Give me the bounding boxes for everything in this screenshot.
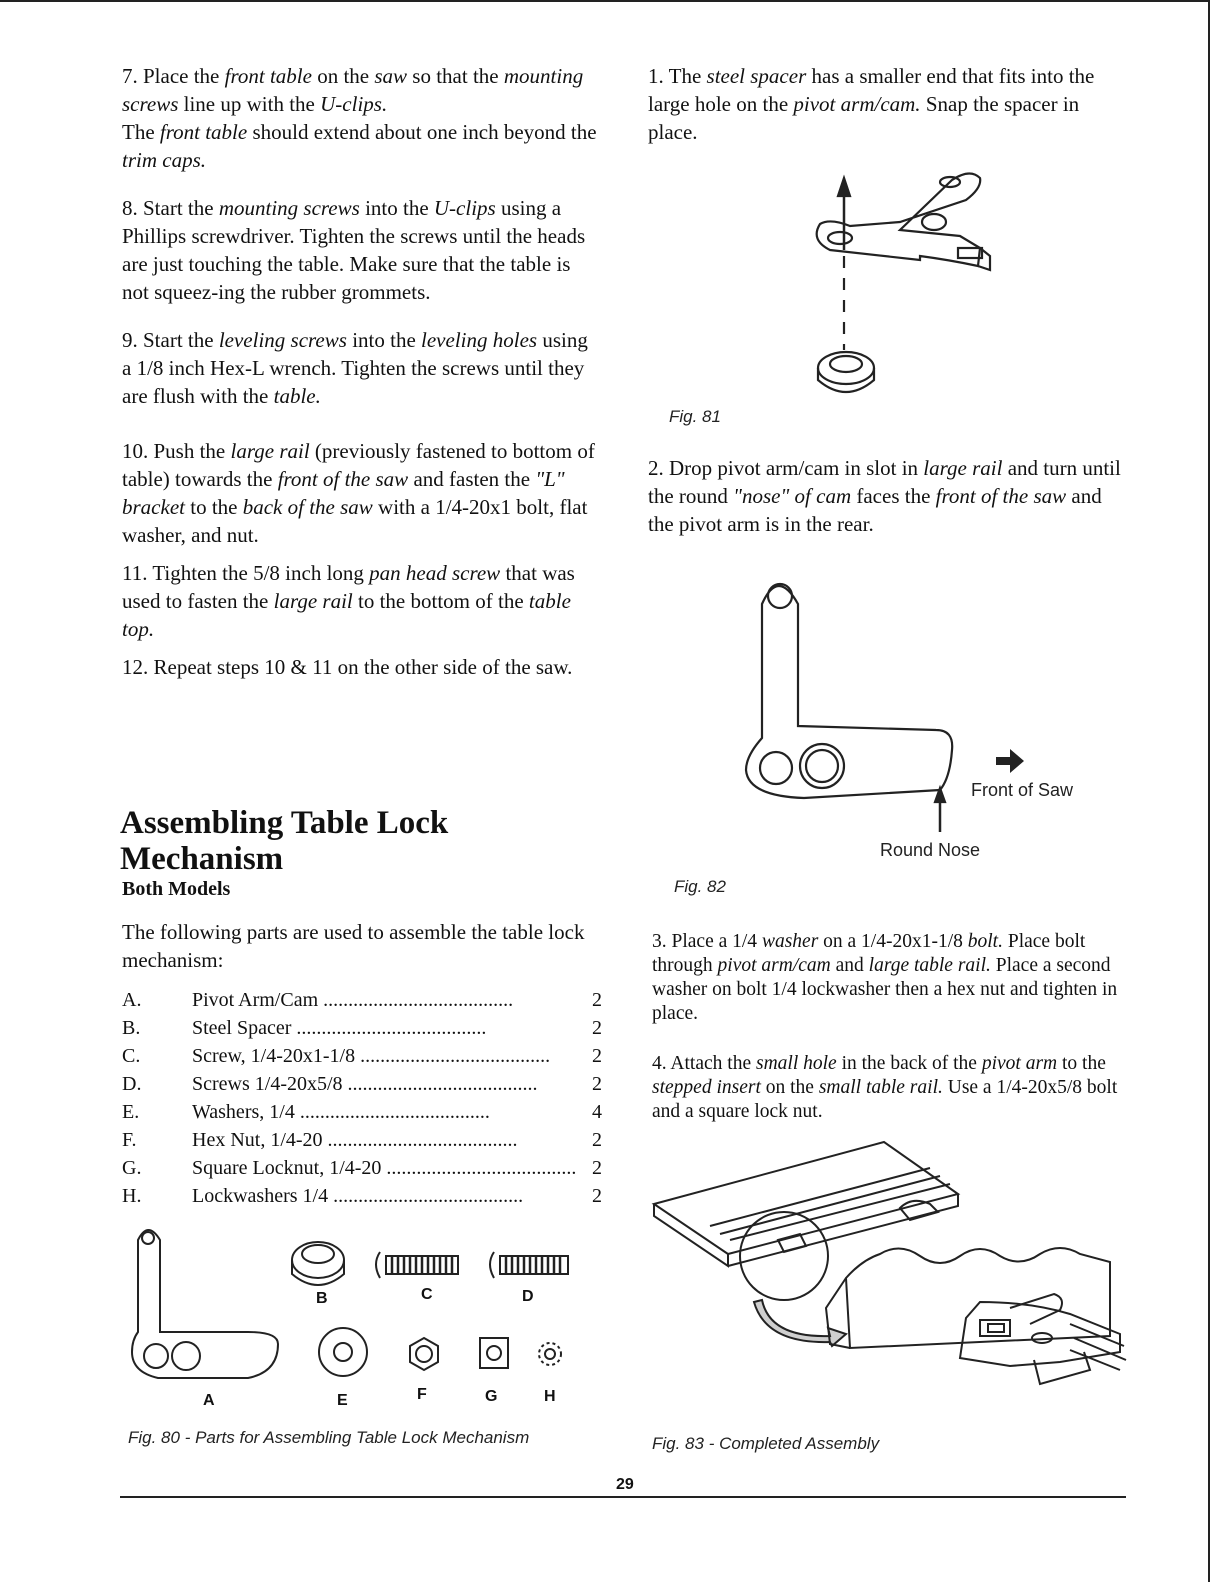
list-item: C. Screw, 1/4-20x1-1/8 ...................................... 2 — [122, 1045, 602, 1067]
square-locknut-part — [480, 1338, 508, 1368]
pivot-arm-top-view — [746, 584, 952, 798]
list-item: E. Washers, 1/4 ...................................... 4 — [122, 1101, 602, 1123]
part-label-d: D — [522, 1288, 534, 1305]
step-r3: 3. Place a 1/4 washer on a 1/4-20x1-1/8 bolt. Place bolt through pivot arm/cam and large table rail. Place a second washer on bolt 1/4 lockwasher then a hex nut and tighten in place. — [652, 931, 1118, 1024]
fig-81-illustration — [800, 160, 1040, 400]
list-item: G. Square Locknut, 1/4-20 ...................................... 2 — [122, 1157, 602, 1179]
fig-80-caption: Fig. 80 - Parts for Assembling Table Lock Mechanism — [128, 1428, 530, 1447]
step-7: 7. Place the front table on the saw so that the mounting screws line up with the U-clips. The front table should extend about one inch beyond the trim caps. — [122, 64, 597, 172]
part-label-b: B — [316, 1290, 328, 1307]
parts-intro: The following parts are used to assemble the table lock mechanism: — [122, 920, 585, 972]
part-label-c: C — [421, 1286, 433, 1303]
top-border — [0, 0, 1208, 2]
part-label-e: E — [337, 1392, 348, 1409]
part-label-a: A — [203, 1392, 215, 1409]
step-r4-block — [652, 1052, 1122, 1124]
step-r4: 4. Attach the small hole in the back of the pivot arm to the stepped insert on the small table rail. Use a 1/4-20x5/8 bolt and a square lock nut. — [652, 1053, 1118, 1122]
wavy-table-edge — [826, 1248, 1110, 1348]
bolt-c-part — [376, 1252, 458, 1278]
step-r1: 1. The steel spacer has a smaller end that fits into the large hole on the pivot arm/cam. Snap the spacer in place. — [648, 64, 1095, 144]
step-11: 11. Tighten the 5/8 inch long pan head screw that was used to fasten the large rail to the bottom of the table top. — [122, 561, 575, 641]
step-10: 10. Push the large rail (previously fastened to bottom of table) towards the front of the saw and fasten the "L" bracket to the back of the saw with a 1/4-20x1 bolt, flat washer, and nut. — [122, 439, 595, 547]
pivot-arm-cam-part — [132, 1230, 278, 1378]
section-subtitle: Both Models — [122, 878, 231, 900]
parts-list — [122, 986, 602, 1210]
screw-d-part — [490, 1252, 568, 1278]
fig-82-caption: Fig. 82 — [674, 877, 726, 896]
list-item: B. Steel Spacer ...................................... 2 — [122, 1017, 602, 1039]
fig-83-caption: Fig. 83 - Completed Assembly — [652, 1434, 880, 1453]
list-item: A. Pivot Arm/Cam ...................................... 2 — [122, 989, 602, 1011]
hex-nut-part — [410, 1338, 438, 1370]
page-number: 29 — [616, 1476, 634, 1493]
right-column — [648, 62, 1128, 146]
round-nose-arrow-icon — [935, 788, 945, 832]
table-rail-drawing — [654, 1142, 958, 1266]
list-item: F. Hex Nut, 1/4-20 ...................................... 2 — [122, 1129, 602, 1151]
list-item: H. Lockwashers 1/4 ...................................... 2 — [122, 1185, 602, 1207]
front-arrow-icon — [996, 749, 1026, 773]
magnifier-circle — [740, 1212, 828, 1300]
fig-83-completed-assembly — [650, 1138, 1130, 1388]
washer-part — [319, 1328, 367, 1376]
step-9: 9. Start the leveling screws into the leveling holes using a 1/8 inch Hex-L wrench. Tighten the screws until they are flush with the table. — [122, 328, 588, 408]
section-title: Assembling Table Lock Mechanism — [120, 805, 449, 877]
front-of-saw-label: Front of Saw — [971, 780, 1074, 800]
fig-81-caption: Fig. 81 — [669, 407, 721, 426]
step-r3-block — [652, 930, 1122, 1026]
steel-spacer-part — [292, 1242, 344, 1285]
step-8: 8. Start the mounting screws into the U-clips using a Phillips screwdriver. Tighten the screws until the heads are just touching the table. Make sure that the table is not squeez-ing the rubber grommets. — [122, 196, 586, 304]
part-label-g: G — [485, 1388, 498, 1405]
part-label-f: F — [417, 1386, 427, 1403]
right-border — [1208, 0, 1210, 1582]
step-r2: 2. Drop pivot arm/cam in slot in large rail and turn until the round "nose" of cam faces the front of the saw and the pivot arm is in the rear. — [648, 456, 1121, 536]
up-arrow-icon — [838, 178, 850, 250]
footer-rule — [120, 1496, 1126, 1498]
left-column — [122, 62, 602, 681]
callout-arrow-icon — [754, 1300, 846, 1346]
step-12: 12. Repeat steps 10 & 11 on the other side of the saw. — [122, 655, 573, 679]
steel-spacer-drawing — [818, 352, 874, 392]
list-item: D. Screws 1/4-20x5/8 ...................................... 2 — [122, 1073, 602, 1095]
part-label-h: H — [544, 1388, 556, 1405]
lockwasher-part — [539, 1343, 561, 1365]
round-nose-label: Round Nose — [880, 840, 981, 860]
step-r2-block — [648, 454, 1128, 538]
fig-80-parts-illustration — [128, 1220, 598, 1400]
